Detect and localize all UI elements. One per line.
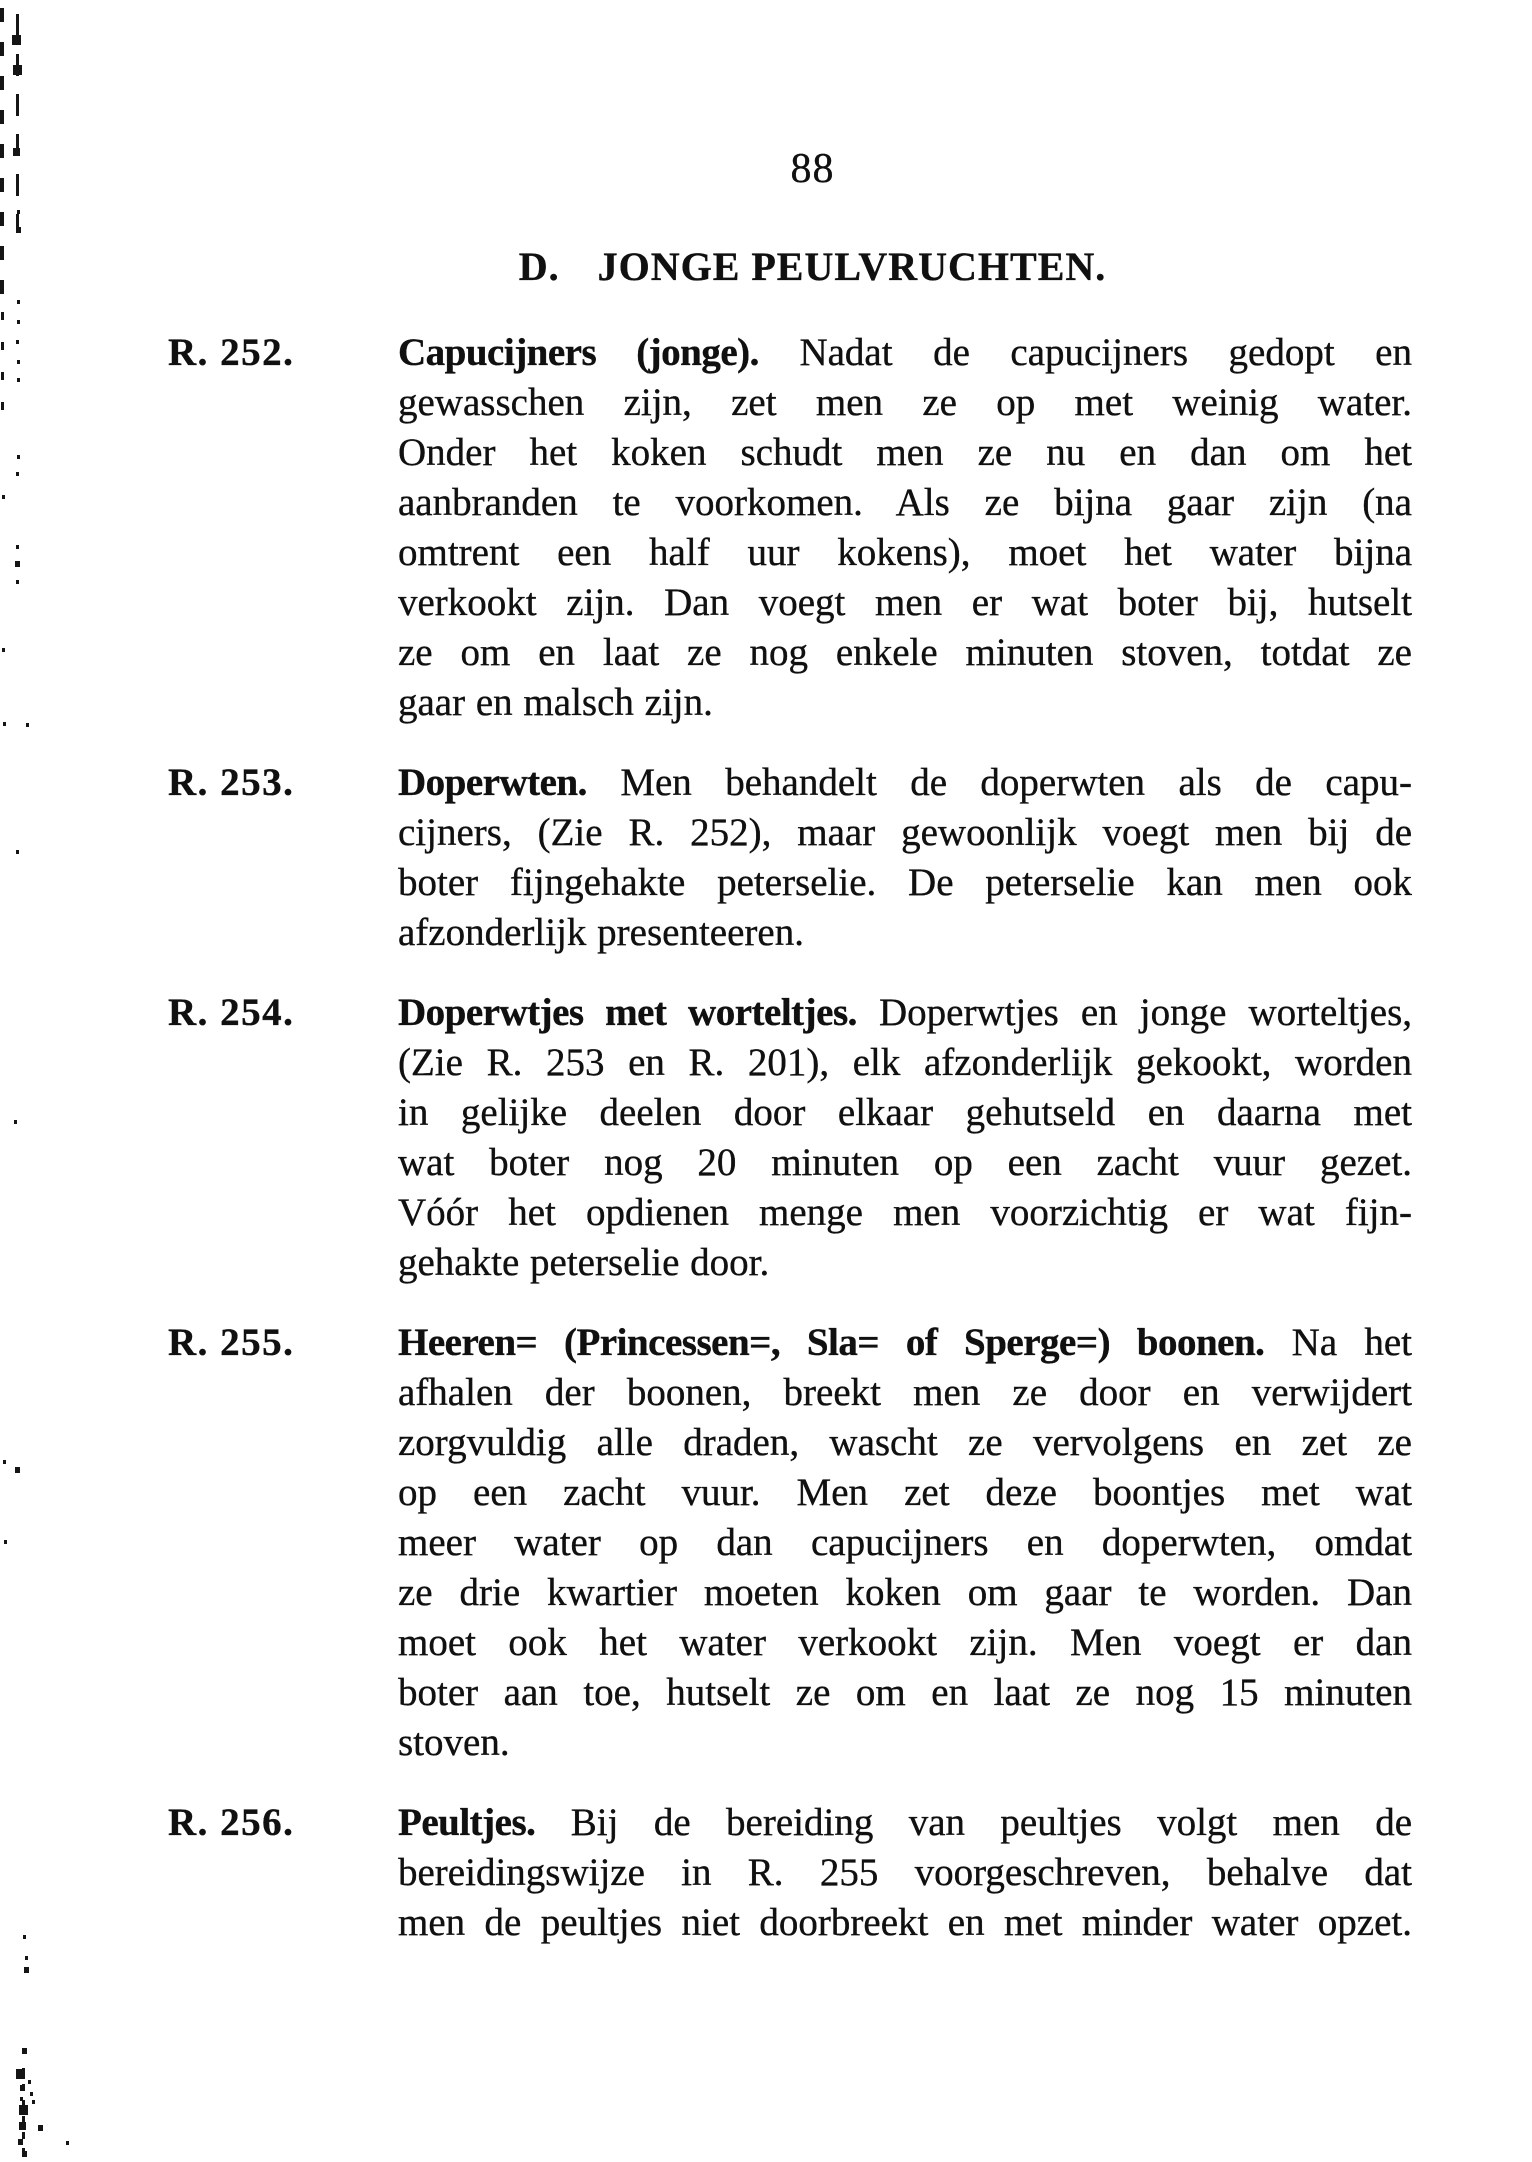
scan-artifact-dash [1,312,4,412]
text-line: aanbranden te voorkomen. Als ze bijna gaar zijn (na [398,481,1412,524]
section-heading [168,244,1412,290]
recipe-text: Men behandelt de doperwten als de capu- [620,761,1412,804]
recipe-256 [168,1798,1412,1948]
recipe-title: Peultjes. [398,1801,536,1844]
recipe-title: Doperwtjes met worteltjes. [398,991,857,1034]
scan-artifact-dash [0,8,4,300]
text-line: zorgvuldig alle draden, wascht ze vervolgens en zet ze [398,1421,1412,1464]
text-line: afhalen der boonen, breekt men ze door en verwijdert [398,1371,1412,1414]
text-line: men de peultjes niet doorbreekt en met minder water opzet. [398,1901,1412,1944]
text-line: Onder het koken schudt men ze nu en dan om het [398,431,1412,474]
recipe-title: Capucijners (jonge). [398,331,759,374]
scan-artifact-dash [16,14,19,230]
recipe-label: R. 256. [168,1801,295,1844]
text-line: gehakte peterselie door. [398,1241,770,1284]
text-line [398,1318,1412,1368]
section-letter: D. [518,244,560,289]
recipe-252 [168,328,1412,728]
recipe-label: R. 253. [168,761,295,804]
recipe-label: R. 254. [168,991,295,1034]
text-line [398,1798,1412,1848]
text-line: moet ook het water verkookt zijn. Men voegt er dan [398,1621,1412,1664]
text-line [398,758,1412,808]
text-line: boter fijngehakte peterselie. De peterselie kan men ook [398,861,1412,904]
section-title: JONGE PEULVRUCHTEN. [597,244,1107,289]
text-line: cijners, (Zie R. 252), maar gewoonlijk voegt men bij de [398,811,1412,854]
text-line: stoven. [398,1721,510,1764]
text-line: bereidingswijze in R. 255 voorgeschreven, behalve dat [398,1851,1412,1894]
text-line: boter aan toe, hutselt ze om en laat ze nog 15 minuten [398,1671,1412,1714]
text-line: (Zie R. 253 en R. 201), elk afzonderlijk gekookt, worden [398,1041,1412,1084]
text-line: meer water op dan capucijners en doperwten, omdat [398,1521,1412,1564]
text-line: afzonderlijk presenteeren. [398,911,804,954]
scan-artifact-dash [22,2068,25,2162]
text-line [398,988,1412,1038]
recipe-label: R. 252. [168,331,295,374]
text-line: ze om en laat ze nog enkele minuten stoven, totdat ze [398,631,1412,674]
text-line: gewasschen zijn, zet men ze op met weinig water. [398,381,1412,424]
text-line: wat boter nog 20 minuten op een zacht vuur gezet. [398,1141,1412,1184]
recipe-255 [168,1318,1412,1768]
recipe-title: Doperwten. [398,761,587,804]
text-line: Vóór het opdienen menge men voorzichtig er wat fijn- [398,1191,1412,1234]
recipe-text: Doperwtjes en jonge worteltjes, [878,991,1412,1034]
text-line: omtrent een half uur kokens), moet het water bijna [398,531,1412,574]
text-line [398,328,1412,378]
scan-artifact-specks [0,0,3,4]
recipe-253 [168,758,1412,958]
recipe-text: Na het [1291,1321,1412,1364]
page-number: 88 [790,146,835,192]
text-line: gaar en malsch zijn. [398,681,713,724]
text-line: in gelijke deelen door elkaar gehutseld en daarna met [398,1091,1412,1134]
book-page [168,0,1412,1948]
text-line: verkookt zijn. Dan voegt men er wat boter bij, hutselt [398,581,1412,624]
recipe-text: Nadat de capucijners gedopt en [799,331,1412,374]
recipe-text: Bij de bereiding van peultjes volgt men de [570,1801,1412,1844]
recipe-title: Heeren= (Princessen=, Sla= of Sperge=) boonen. [398,1321,1265,1364]
text-line: ze drie kwartier moeten koken om gaar te worden. Dan [398,1571,1412,1614]
recipe-label: R. 255. [168,1321,295,1364]
recipe-254 [168,988,1412,1288]
text-line: op een zacht vuur. Men zet deze boontjes met wat [398,1471,1412,1514]
